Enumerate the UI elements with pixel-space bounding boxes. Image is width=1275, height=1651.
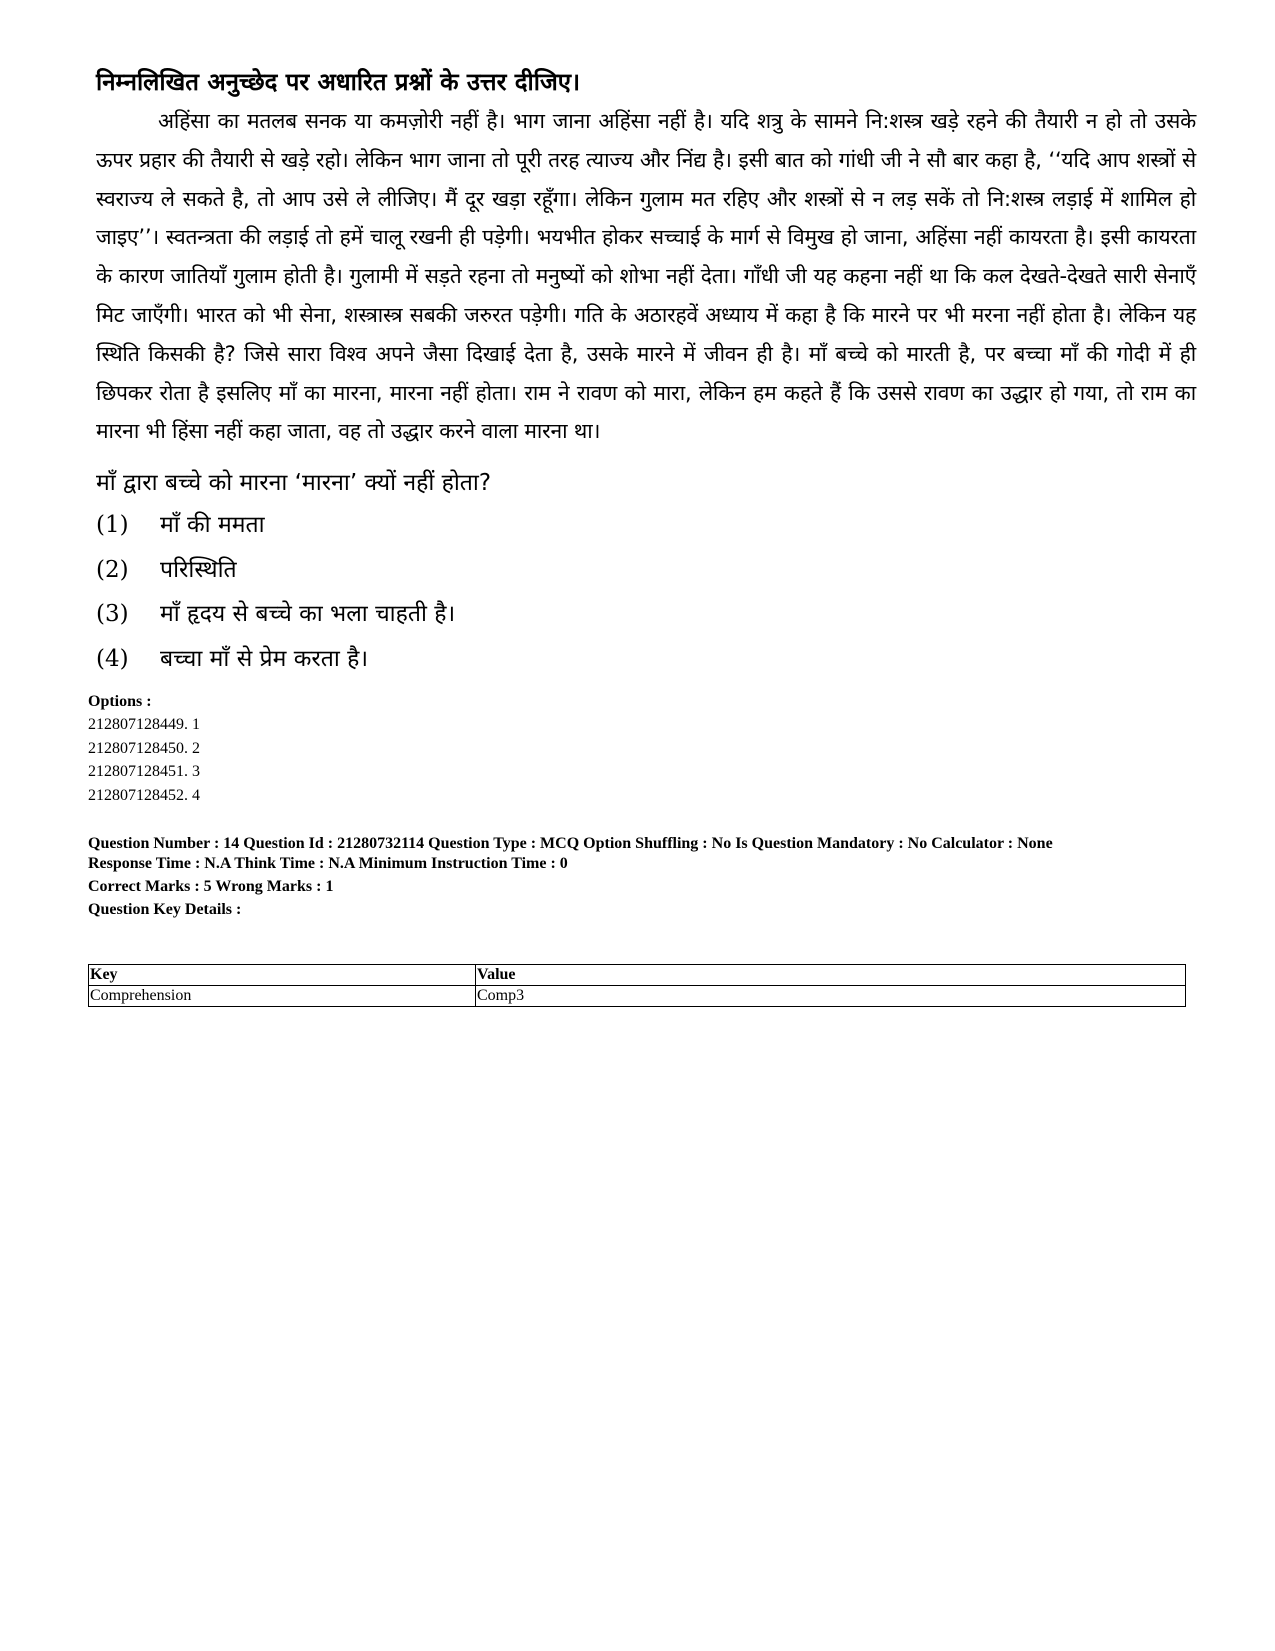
question-text: माँ द्वारा बच्चे को मारना ‘मारना’ क्यों नहीं होता? [96,470,492,497]
comprehension-heading: निम्नलिखित अनुच्छेद पर अधारित प्रश्नों के उत्तर दीजिए। [96,68,581,96]
option-id: 212807128451. 3 [88,763,200,780]
question-meta [88,834,1198,920]
comprehension-passage: अहिंसा का मतलब सनक या कमज़ोरी नहीं है। भाग जाना अहिंसा नहीं है। यदि शत्रु के सामने नि:शस्त्र खड़े रहने की तैयारी न हो तो उसके ऊपर प्रहार की तैयारी से खड़े रहो। लेकिन भाग जाना तो पूरी तरह त्याज्य और निंद्य है। इसी बात को गांधी जी ने सौ बार कहा है, ‘‘यदि आप शस्त्रों से स्वराज्य ले सकते है, तो आप उसे ले लीजिए। मैं दूर खड़ा रहूँगा। लेकिन गुलाम मत रहिए और शस्त्रों से न लड़ सकें तो नि:शस्त्र लड़ाई में शामिल हो जाइए’’। स्वतन्त्रता की लड़ाई तो हमें चालू रखनी ही पड़ेगी। भयभीत होकर सच्चाई के मार्ग से विमुख हो जाना, अहिंसा नहीं कायरता है। इसी कायरता के कारण जातियाँ गुलाम होती है। गुलामी में सड़ते रहना तो मनुष्यों को शोभा नहीं देता। गाँधी जी यह कहना नहीं था कि कल देखते-देखते सारी सेनाएँ मिट जाएँगी। भारत को भी सेना, शस्त्रास्त्र सबकी जरुरत पड़ेगी। गति के अठारहवें अध्याय में कहा है कि मारने पर भी मरना नहीं होता है। लेकिन यह स्थिति किसकी है? जिसे सारा विश्व अपने जैसा दिखाई देता है, उसके मारने में जीवन ही है। माँ बच्चे को मारती है, पर बच्चा माँ की गोदी में ही छिपकर रोता है इसलिए माँ का मारना, मारना नहीं होता। राम ने रावण को मारा, लेकिन हम कहते हैं कि उससे रावण का उद्धार हो गया, तो राम का मारना भी हिंसा नहीं कहा जाता, वह तो उद्धार करने वाला मारना था। [96,109,1196,444]
comprehension-section [96,62,1196,681]
answer-choices [96,503,1196,681]
choice-4 [96,637,1196,682]
options-label: Options : [88,693,152,710]
table-row [89,986,1186,1007]
option-id: 212807128452. 4 [88,786,200,804]
key-details-label: Question Key Details : [88,901,242,918]
choice-1 [96,503,1196,548]
choice-number: (1) [96,512,129,539]
choice-3 [96,592,1196,637]
table-header-cell: Value [476,965,1186,986]
table-cell: Comp3 [476,986,1186,1007]
question-meta-line: Response Time : N.A Think Time : N.A Minimum Instruction Time : 0 [88,855,568,872]
choice-text: माँ हृदय से बच्चे का भला चाहती है। [160,601,456,628]
choice-number: (3) [96,601,129,628]
question-key-table [88,964,1186,1007]
table-header-cell: Key [89,965,476,986]
option-id: 212807128449. 1 [88,716,200,733]
options-section [88,690,1198,807]
choice-text: बच्चा माँ से प्रेम करता है। [160,645,369,672]
choice-text: माँ की ममता [160,512,265,539]
option-id: 212807128450. 2 [88,739,200,757]
choice-number: (4) [96,645,129,672]
choice-text: परिस्थिति [160,556,237,583]
table-cell: Comprehension [89,986,476,1007]
choice-2 [96,548,1196,593]
question-meta-line: Question Number : 14 Question Id : 21280732114 Question Type : MCQ Option Shuffling : No Is Question Mandatory : No Calculator : None [88,835,1053,852]
choice-number: (2) [96,556,129,583]
marks-line: Correct Marks : 5 Wrong Marks : 1 [88,878,334,895]
table-header-row [89,965,1186,986]
